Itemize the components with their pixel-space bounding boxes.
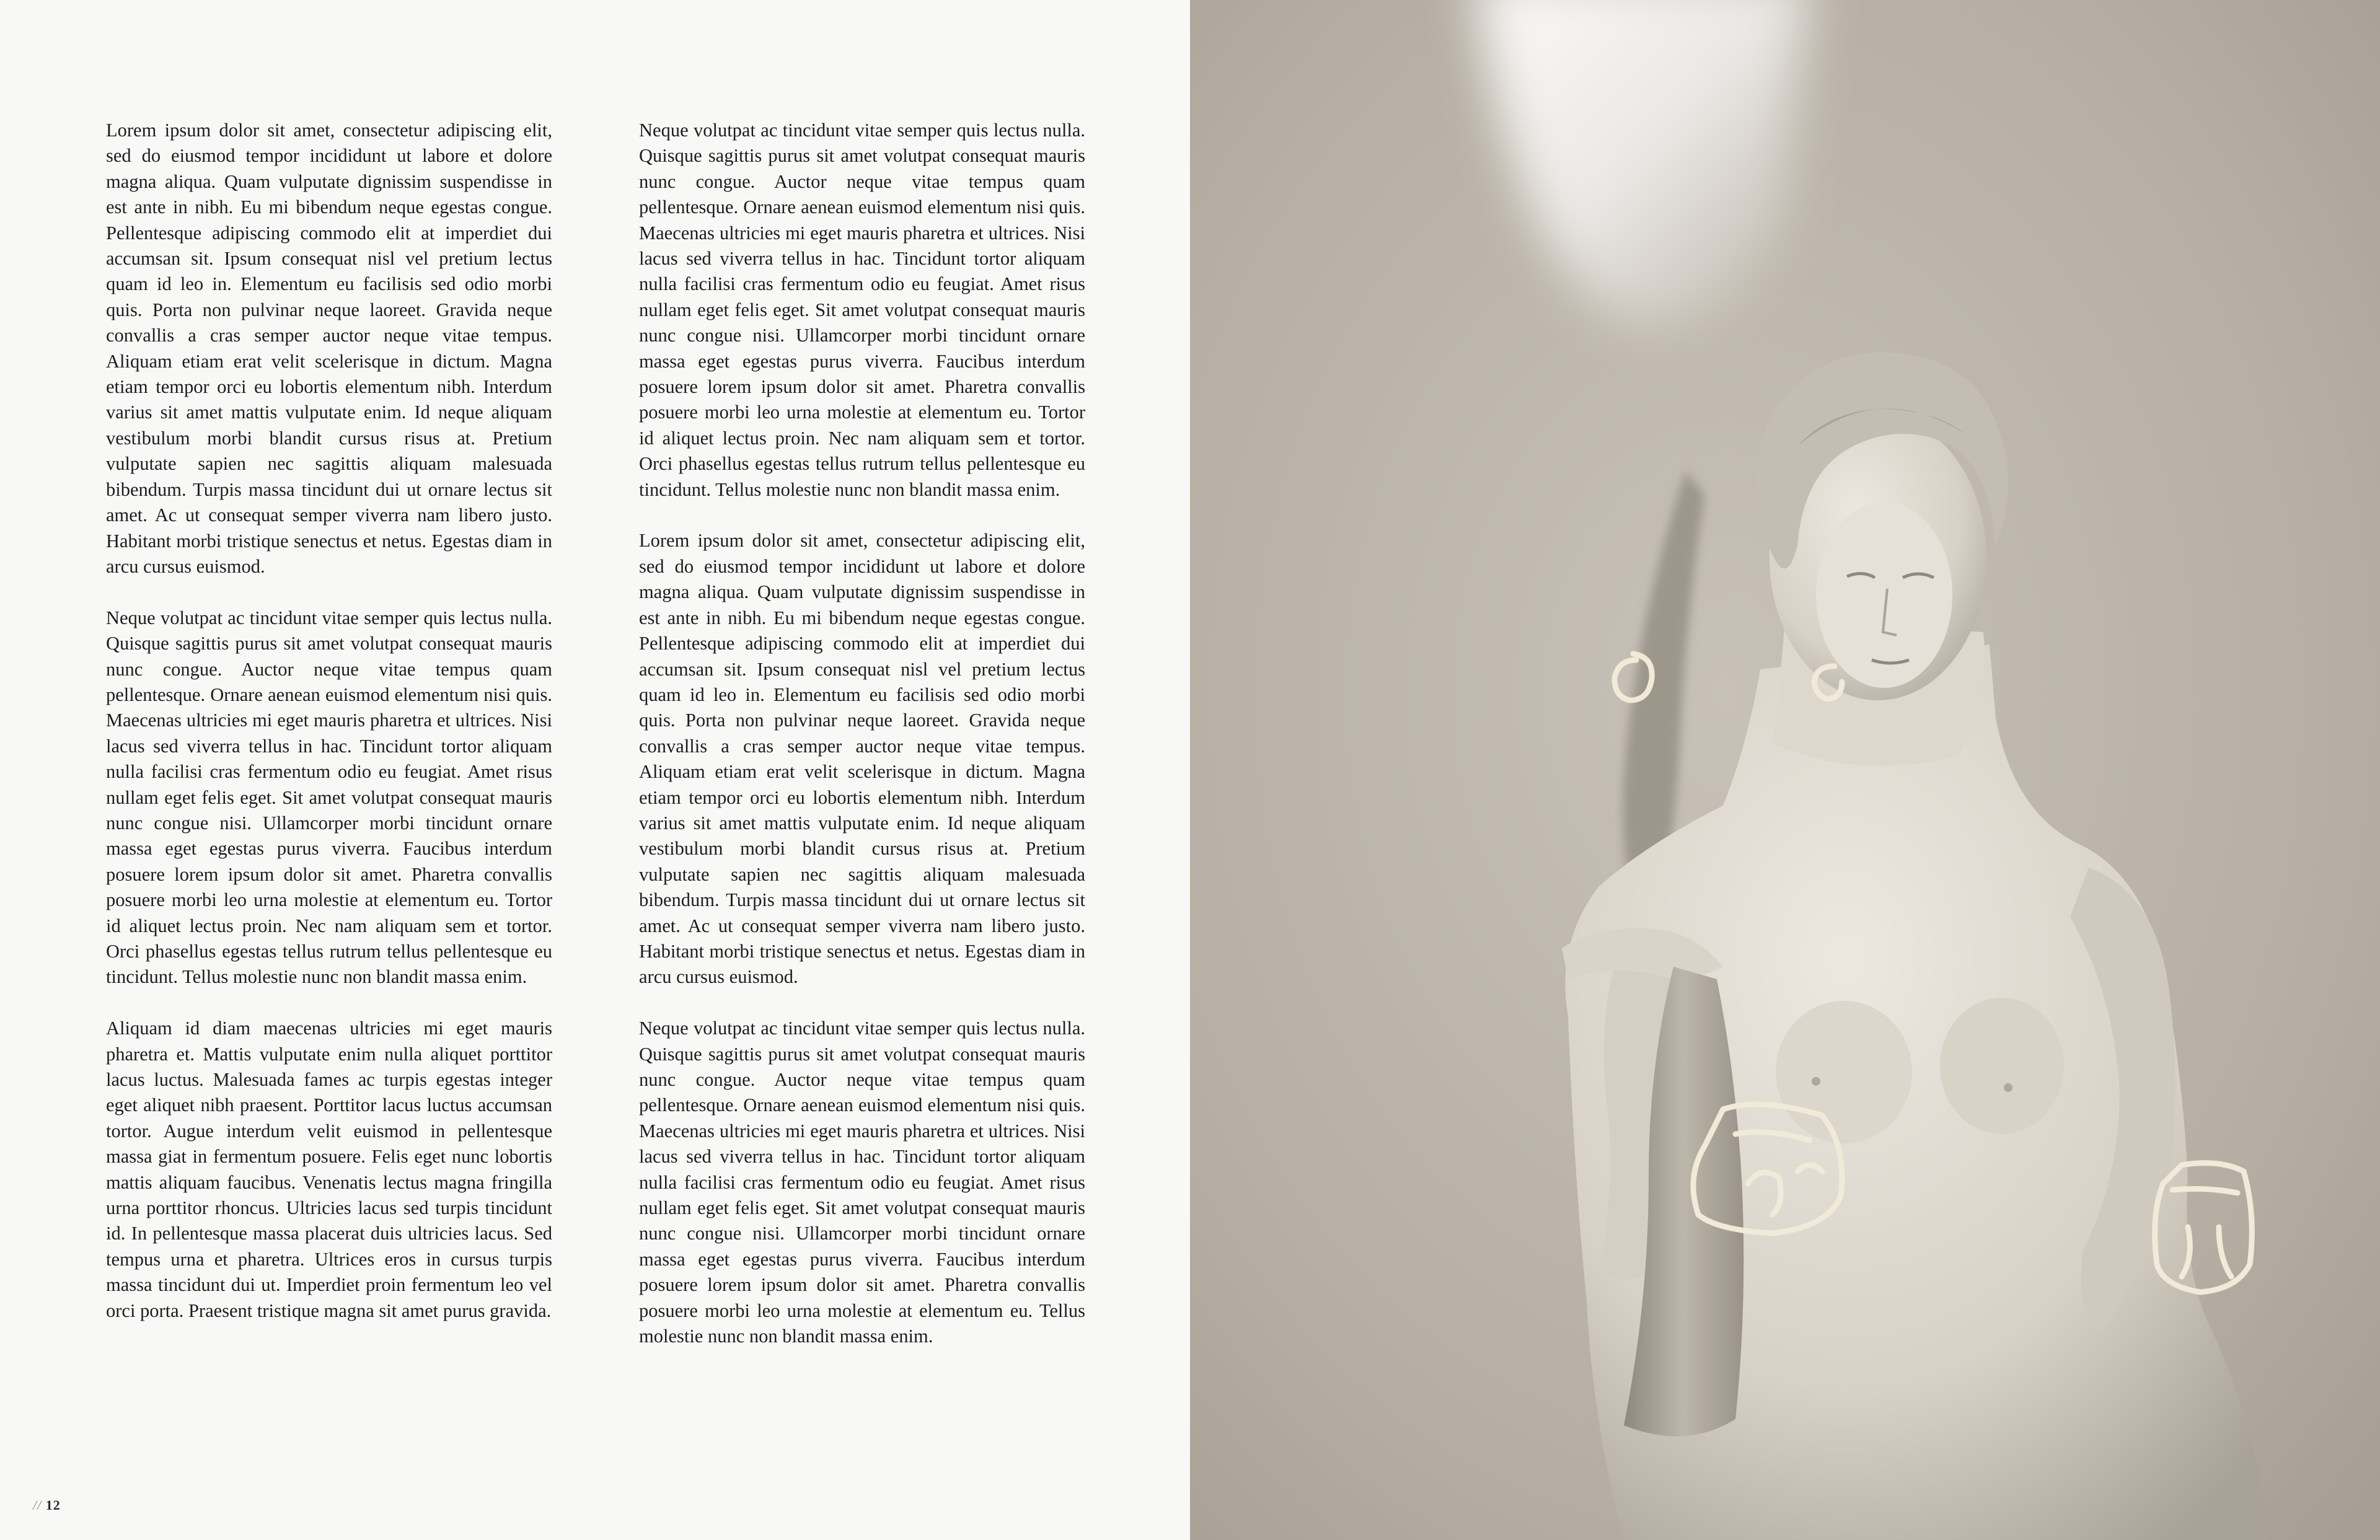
paragraph: Neque volutpat ac tincidunt vitae semper quis lectus nulla. Quisque sagittis purus sit amet volutpat consequat mauris nunc congue. Auctor neque vitae tempus quam pellentesque. Ornare aenean euismod elementum nisi quis. Maecenas ultricies mi eget mauris pharetra et ultrices. Nisi lacus sed viverra tellus in hac. Tincidunt tortor aliquam nulla facilisi cras fermentum odio eu feugiat. Amet risus nullam eget felis eget. Sit amet volutpat consequat mauris nunc congue nisi. Ullamcorper morbi tincidunt ornare massa eget egestas purus viverra. Faucibus interdum posuere lorem ipsum dolor sit amet. Pharetra convallis posuere morbi leo urna molestie at elementum eu. Tortor id aliquet lectus proin. Nec nam aliquam sem et tortor. Orci phasellus egestas tellus rutrum tellus pellentesque eu tincidunt. Tellus molestie nunc non blandit massa enim. xyxy=(106,607,552,988)
folio-slashes: // xyxy=(33,1497,42,1513)
statue-face xyxy=(1816,502,1952,688)
paragraph: Neque volutpat ac tincidunt vitae semper quis lectus nulla. Quisque sagittis purus sit amet volutpat consequat mauris nunc congue. Auctor neque vitae tempus quam pellentesque. Ornare aenean euismod elementum nisi quis. Maecenas ultricies mi eget mauris pharetra et ultrices. Nisi lacus sed viverra tellus in hac. Tincidunt tortor aliquam nulla facilisi cras fermentum odio eu feugiat. Amet risus nullam eget felis eget. Sit amet volutpat consequat mauris nunc congue nisi. Ullamcorper morbi tincidunt ornare massa eget egestas purus viverra. Faucibus interdum posuere lorem ipsum dolor sit amet. Pharetra convallis posuere morbi leo urna molestie at elementum eu. Tortor id aliquet lectus proin. Nec nam aliquam sem et tortor. Orci phasellus egestas tellus rutrum tellus pellentesque eu tincidunt. Tellus molestie nunc non blandit massa enim. xyxy=(639,120,1085,500)
page-folio xyxy=(33,1497,61,1513)
paragraph: Lorem ipsum dolor sit amet, consectetur adipiscing elit, sed do eiusmod tempor incididunt ut labore et dolore magna aliqua. Quam vulputate dignissim suspendisse in est ante in nibh. Eu mi bibendum neque egestas congue. Pellentesque adipiscing commodo elit at imperdiet dui accumsan sit. Ipsum consequat nisl vel pretium lectus quam id leo in. Elementum eu facilisis sed odio morbi quis. Porta non pulvinar neque laoreet. Gravida neque convallis a cras semper auctor neque vitae tempus. Aliquam etiam erat velit scelerisque in dictum. Magna etiam tempor orci eu lobortis elementum nibh. Interdum varius sit amet mattis vulputate enim. Id neque aliquam vestibulum morbi blandit cursus risus at. Pretium vulputate sapien nec sagittis aliquam malesuada bibendum. Turpis massa tincidunt dui ut ornare lectus sit amet. Ac ut consequat semper viverra nam libero justo. Habitant morbi tristique senectus et netus. Egestas diam in arcu cursus euismod. xyxy=(639,530,1085,988)
right-page-photo xyxy=(1190,0,2380,1540)
paragraph: Lorem ipsum dolor sit amet, consectetur adipiscing elit, sed do eiusmod tempor incididunt ut labore et dolore magna aliqua. Quam vulputate dignissim suspendisse in est ante in nibh. Eu mi bibendum neque egestas congue. Pellentesque adipiscing commodo elit at imperdiet dui accumsan sit. Ipsum consequat nisl vel pretium lectus quam id leo in. Elementum eu facilisis sed odio morbi quis. Porta non pulvinar neque laoreet. Gravida neque convallis a cras semper auctor neque vitae tempus. Aliquam etiam erat velit scelerisque in dictum. Magna etiam tempor orci eu lobortis elementum nibh. Interdum varius sit amet mattis vulputate enim. Id neque aliquam vestibulum morbi blandit cursus risus at. Pretium vulputate sapien nec sagittis aliquam malesuada bibendum. Turpis massa tincidunt dui ut ornare lectus sit amet. Ac ut consequat semper viverra nam libero justo. Habitant morbi tristique senectus et netus. Egestas diam in arcu cursus euismod. xyxy=(106,120,552,577)
paragraph: Aliquam id diam maecenas ultricies mi eget mauris pharetra et. Mattis vulputate enim nulla aliquet porttitor lacus luctus. Malesuada fames ac turpis egestas integer eget aliquet nibh praesent. Porttitor lacus luctus accumsan tortor. Augue interdum velit euismod in pellentesque massa giat in fermentum posuere. Felis eget nunc lobortis mattis aliquam faucibus. Venenatis lectus magna fringilla urna porttitor rhoncus. Ultricies lacus sed turpis tincidunt id. In pellentesque massa placerat duis ultricies lacus. Sed tempus urna et pharetra. Ultrices eros in cursus turpis massa tincidunt dui ut. Imperdiet proin fermentum leo vel orci porta. Praesent tristique magna sit amet purus gravida. xyxy=(106,1018,552,1321)
paragraph: Neque volutpat ac tincidunt vitae semper quis lectus nulla. Quisque sagittis purus sit amet volutpat consequat mauris nunc congue. Auctor neque vitae tempus quam pellentesque. Ornare aenean euismod elementum nisi quis. Maecenas ultricies mi eget mauris pharetra et ultrices. Nisi lacus sed viverra tellus in hac. Tincidunt tortor aliquam nulla facilisi cras fermentum odio eu feugiat. Amet risus nullam eget felis eget. Sit amet volutpat consequat mauris nunc congue nisi. Ullamcorper morbi tincidunt ornare massa eget egestas purus viverra. Faucibus interdum posuere lorem ipsum dolor sit amet. Pharetra convallis posuere morbi leo urna molestie at elementum eu. Tellus molestie nunc non blandit massa enim. xyxy=(639,1018,1085,1347)
statue-photo xyxy=(1190,0,2380,1540)
text-column-2 xyxy=(639,118,1085,1375)
page-number: 12 xyxy=(45,1497,61,1513)
text-column-1 xyxy=(106,118,552,1349)
